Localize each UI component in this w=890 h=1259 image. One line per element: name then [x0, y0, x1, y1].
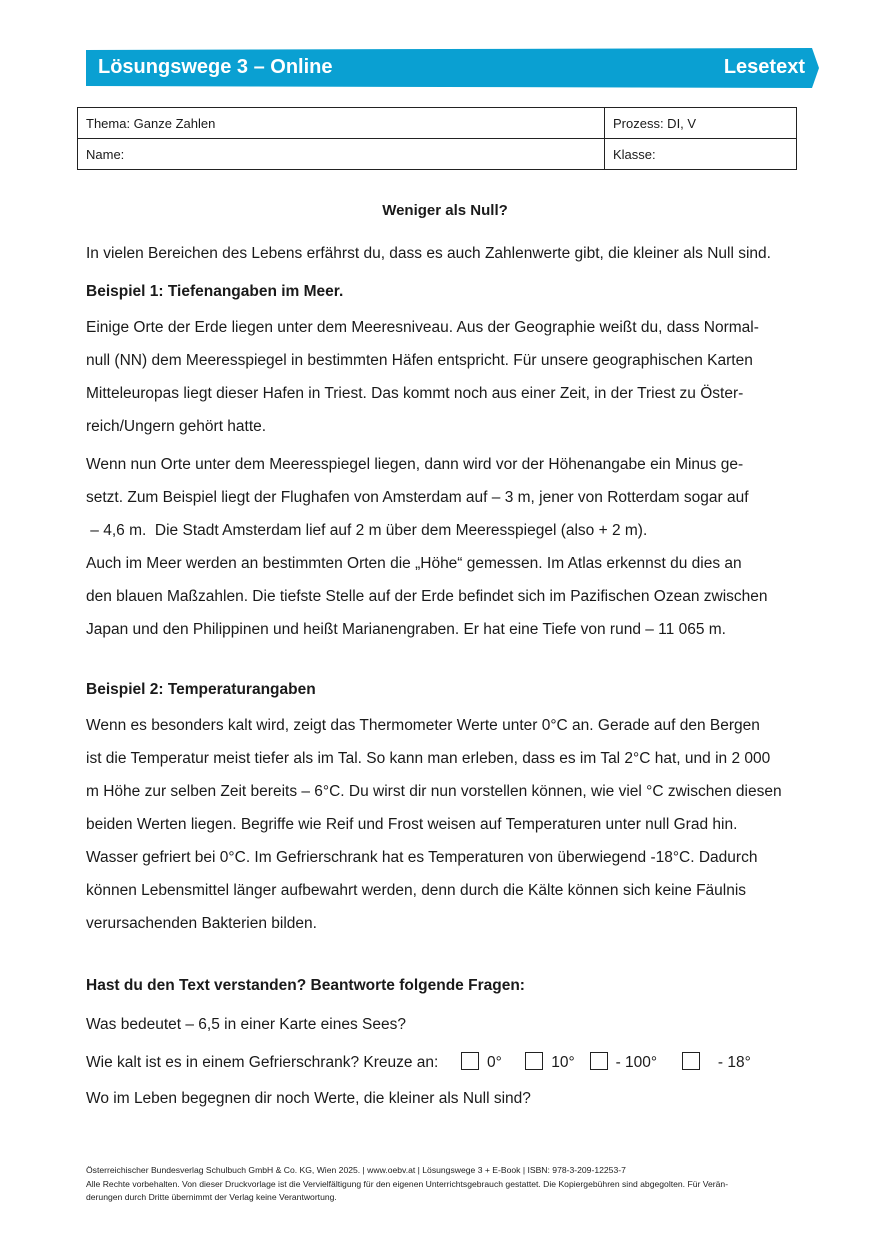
text-line: – 4,6 m. Die Stadt Amsterdam lief auf 2 m über dem Meeresspiegel (also + 2 m).: [86, 522, 648, 539]
example2-heading-block: [86, 673, 821, 706]
footer-line: Österreichischer Bundesverlag Schulbuch GmbH & Co. KG, Wien 2025. | www.oebv.at | Lösungswege 3 + E-Book | ISBN: 978-3-209-12253-7: [86, 1165, 626, 1175]
header-banner: [86, 48, 819, 88]
intro-paragraph: [86, 237, 821, 308]
text-line: setzt. Zum Beispiel liegt der Flughafen von Amsterdam auf – 3 m, jener von Rotterdam sogar auf: [86, 489, 749, 506]
name-cell: Name:: [78, 139, 605, 170]
example1-paragraph1: [86, 311, 821, 443]
option-label: - 100°: [615, 1054, 658, 1071]
checkbox-0[interactable]: [461, 1052, 479, 1070]
text-line: reich/Ungern gehört hatte.: [86, 418, 267, 435]
page-title: Weniger als Null?: [382, 202, 508, 219]
prozess-cell: Prozess: DI, V: [605, 108, 797, 139]
header-title: Lösungswege 3 – Online: [98, 56, 333, 78]
text-line: ist die Temperatur meist tiefer als im Tal. So kann man erleben, dass es im Tal 2°C hat, und in 2 000: [86, 750, 771, 767]
checkbox-minus-100[interactable]: [590, 1052, 608, 1070]
header-tag: Lesetext: [723, 56, 805, 78]
checkbox-10[interactable]: [525, 1052, 543, 1070]
question-2: Wie kalt ist es in einem Gefrierschrank? Kreuze an:: [86, 1054, 439, 1071]
text-line: Mitteleuropas liegt dieser Hafen in Triest. Das kommt noch aus einer Zeit, in der Triest zu Öster-: [86, 385, 744, 402]
footer-line: derungen durch Dritte übernimmt der Verlag keine Verantwortung.: [86, 1192, 337, 1202]
text-line: verursachenden Bakterien bilden.: [86, 915, 317, 932]
text-line: m Höhe zur selben Zeit bereits – 6°C. Du wirst dir nun vorstellen können, wie viel °C zwischen diesen: [86, 783, 782, 800]
option-label: - 18°: [717, 1054, 751, 1071]
text-line: null (NN) dem Meeresspiegel in bestimmten Häfen entspricht. Für unsere geographischen Karten: [86, 352, 753, 369]
checkbox-minus-18[interactable]: [682, 1052, 700, 1070]
example1-paragraph2: [86, 448, 821, 646]
footer-line: Alle Rechte vorbehalten. Von dieser Druckvorlage ist die Vervielfältigung für den eigenen Unterrichtsgebrauch gestattet. Die Kopiergebühren sind abgegolten. Für Verän-: [86, 1178, 729, 1189]
text-line: Wenn es besonders kalt wird, zeigt das Thermometer Werte unter 0°C an. Gerade auf den Bergen: [86, 717, 760, 734]
text-line: beiden Werten liegen. Begriffe wie Reif und Frost weisen auf Temperaturen unter null Grad hin.: [86, 816, 738, 833]
text-line: Einige Orte der Erde liegen unter dem Meeresniveau. Aus der Geographie weißt du, dass Normal-: [86, 319, 759, 336]
footer: [86, 1164, 816, 1205]
text-line: den blauen Maßzahlen. Die tiefste Stelle auf der Erde befindet sich im Pazifischen Ozean zwischen: [86, 588, 768, 605]
question-1: Was bedeutet – 6,5 in einer Karte eines Sees?: [86, 1016, 406, 1033]
text-line: können Lebensmittel länger aufbewahrt werden, denn durch die Kälte können sich keine Fäulnis: [86, 882, 747, 899]
questions-heading: Hast du den Text verstanden? Beantworte folgende Fragen:: [86, 977, 525, 994]
example2-paragraph: [86, 709, 821, 940]
text-line: Auch im Meer werden an bestimmten Orten die „Höhe“ gemessen. Im Atlas erkennst du dies an: [86, 555, 742, 572]
thema-cell: Thema: Ganze Zahlen: [78, 108, 605, 139]
question-2-row: [86, 1052, 751, 1072]
klasse-cell: Klasse:: [605, 139, 797, 170]
option-label: 0°: [486, 1054, 502, 1071]
text-line: Wasser gefriert bei 0°C. Im Gefrierschrank hat es Temperaturen von überwiegend -18°C. Dadurch: [86, 849, 758, 866]
meta-table: [77, 107, 797, 170]
intro-text: In vielen Bereichen des Lebens erfährst du, dass es auch Zahlenwerte gibt, die kleiner als Null sind.: [86, 245, 771, 262]
meta-row: [78, 108, 797, 139]
question-3: Wo im Leben begegnen dir noch Werte, die kleiner als Null sind?: [86, 1090, 531, 1107]
option-label: 10°: [551, 1054, 575, 1071]
meta-row: [78, 139, 797, 170]
example2-heading: Beispiel 2: Temperaturangaben: [86, 681, 316, 698]
text-line: Wenn nun Orte unter dem Meeresspiegel liegen, dann wird vor der Höhenangabe ein Minus ge-: [86, 456, 744, 473]
example1-heading: Beispiel 1: Tiefenangaben im Meer.: [86, 283, 344, 300]
text-line: Japan und den Philippinen und heißt Marianengraben. Er hat eine Tiefe von rund – 11 065 m.: [86, 621, 726, 638]
